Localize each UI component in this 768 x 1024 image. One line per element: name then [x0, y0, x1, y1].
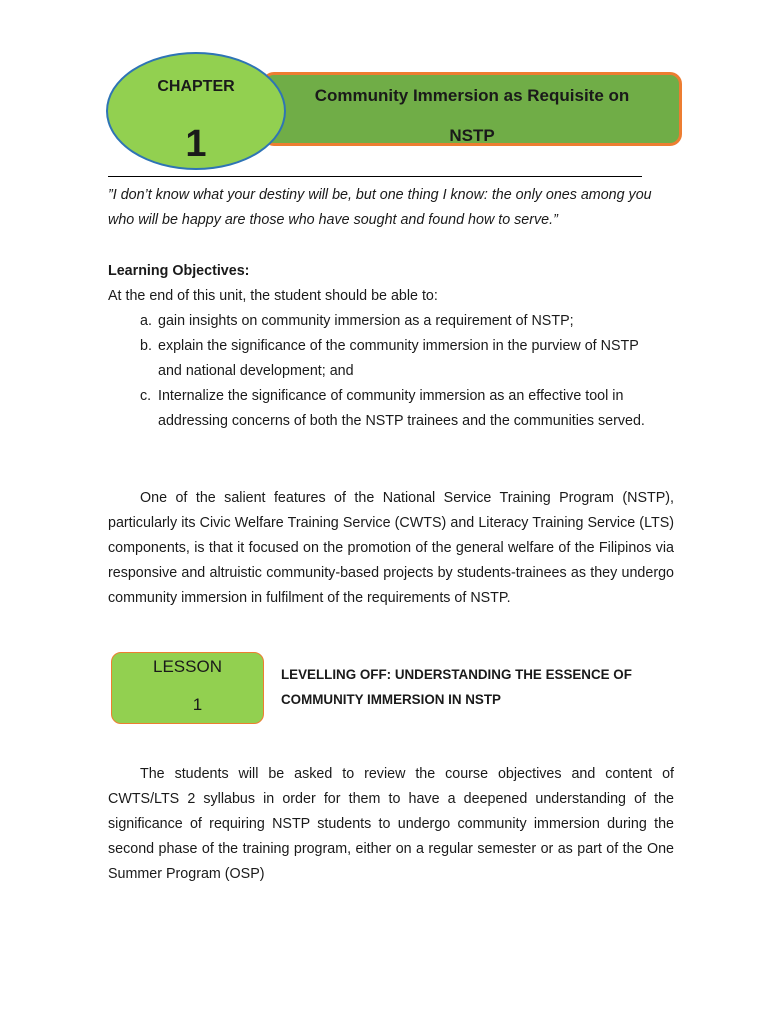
objective-marker: c.: [140, 388, 152, 404]
learning-objectives-intro: At the end of this unit, the student should be able to:: [108, 288, 438, 304]
intro-paragraph: One of the salient features of the National Service Training Program (NSTP), particularly its Civic Welfare Training Service (CWTS) and Literacy Training Service (LTS) components, is that it focused on the promotion of the general welfare of the Filipinos via responsive and altruistic community-based projects by students-trainees as they undergo community immersion in fulfilment of the requirements of NSTP.: [108, 490, 674, 606]
chapter-number: 1: [185, 123, 207, 165]
header-divider: [108, 176, 642, 177]
epigraph-quote: ”I don’t know what your destiny will be, but one thing I know: the only ones among you who will be happy are those who have sought and found how to serve.”: [108, 187, 652, 228]
chapter-title-line-2: NSTP: [449, 126, 495, 145]
chapter-title-line-1: Community Immersion as Requisite on: [314, 86, 630, 105]
chapter-label: CHAPTER: [157, 78, 235, 95]
learning-objectives-heading: Learning Objectives:: [108, 263, 250, 279]
lesson-number: 1: [192, 695, 203, 714]
objective-text: gain insights on community immersion as a requirement of NSTP;: [158, 313, 574, 329]
objective-item: [136, 384, 666, 434]
lesson-label: LESSON: [153, 657, 222, 676]
objective-item: [136, 334, 666, 384]
learning-objectives-list: [136, 309, 666, 434]
objective-marker: b.: [140, 338, 152, 354]
objective-text: Internalize the significance of community immersion as an effective tool in addressing concerns of both the NSTP trainees and the communities served.: [158, 388, 645, 429]
lesson-title: LEVELLING OFF: UNDERSTANDING THE ESSENCE OF COMMUNITY IMMERSION IN NSTP: [281, 667, 632, 707]
lesson-paragraph: The students will be asked to review the course objectives and content of CWTS/LTS 2 syllabus in order for them to have a deepened understanding of the significance of requiring NSTP students to undergo community immersion during the second phase of the training program, either on a regular semester or as part of the One Summer Program (OSP): [108, 766, 674, 882]
objective-text: explain the significance of the community immersion in the purview of NSTP and national development; and: [158, 338, 639, 379]
objective-item: [136, 309, 666, 334]
objective-marker: a.: [140, 313, 152, 329]
